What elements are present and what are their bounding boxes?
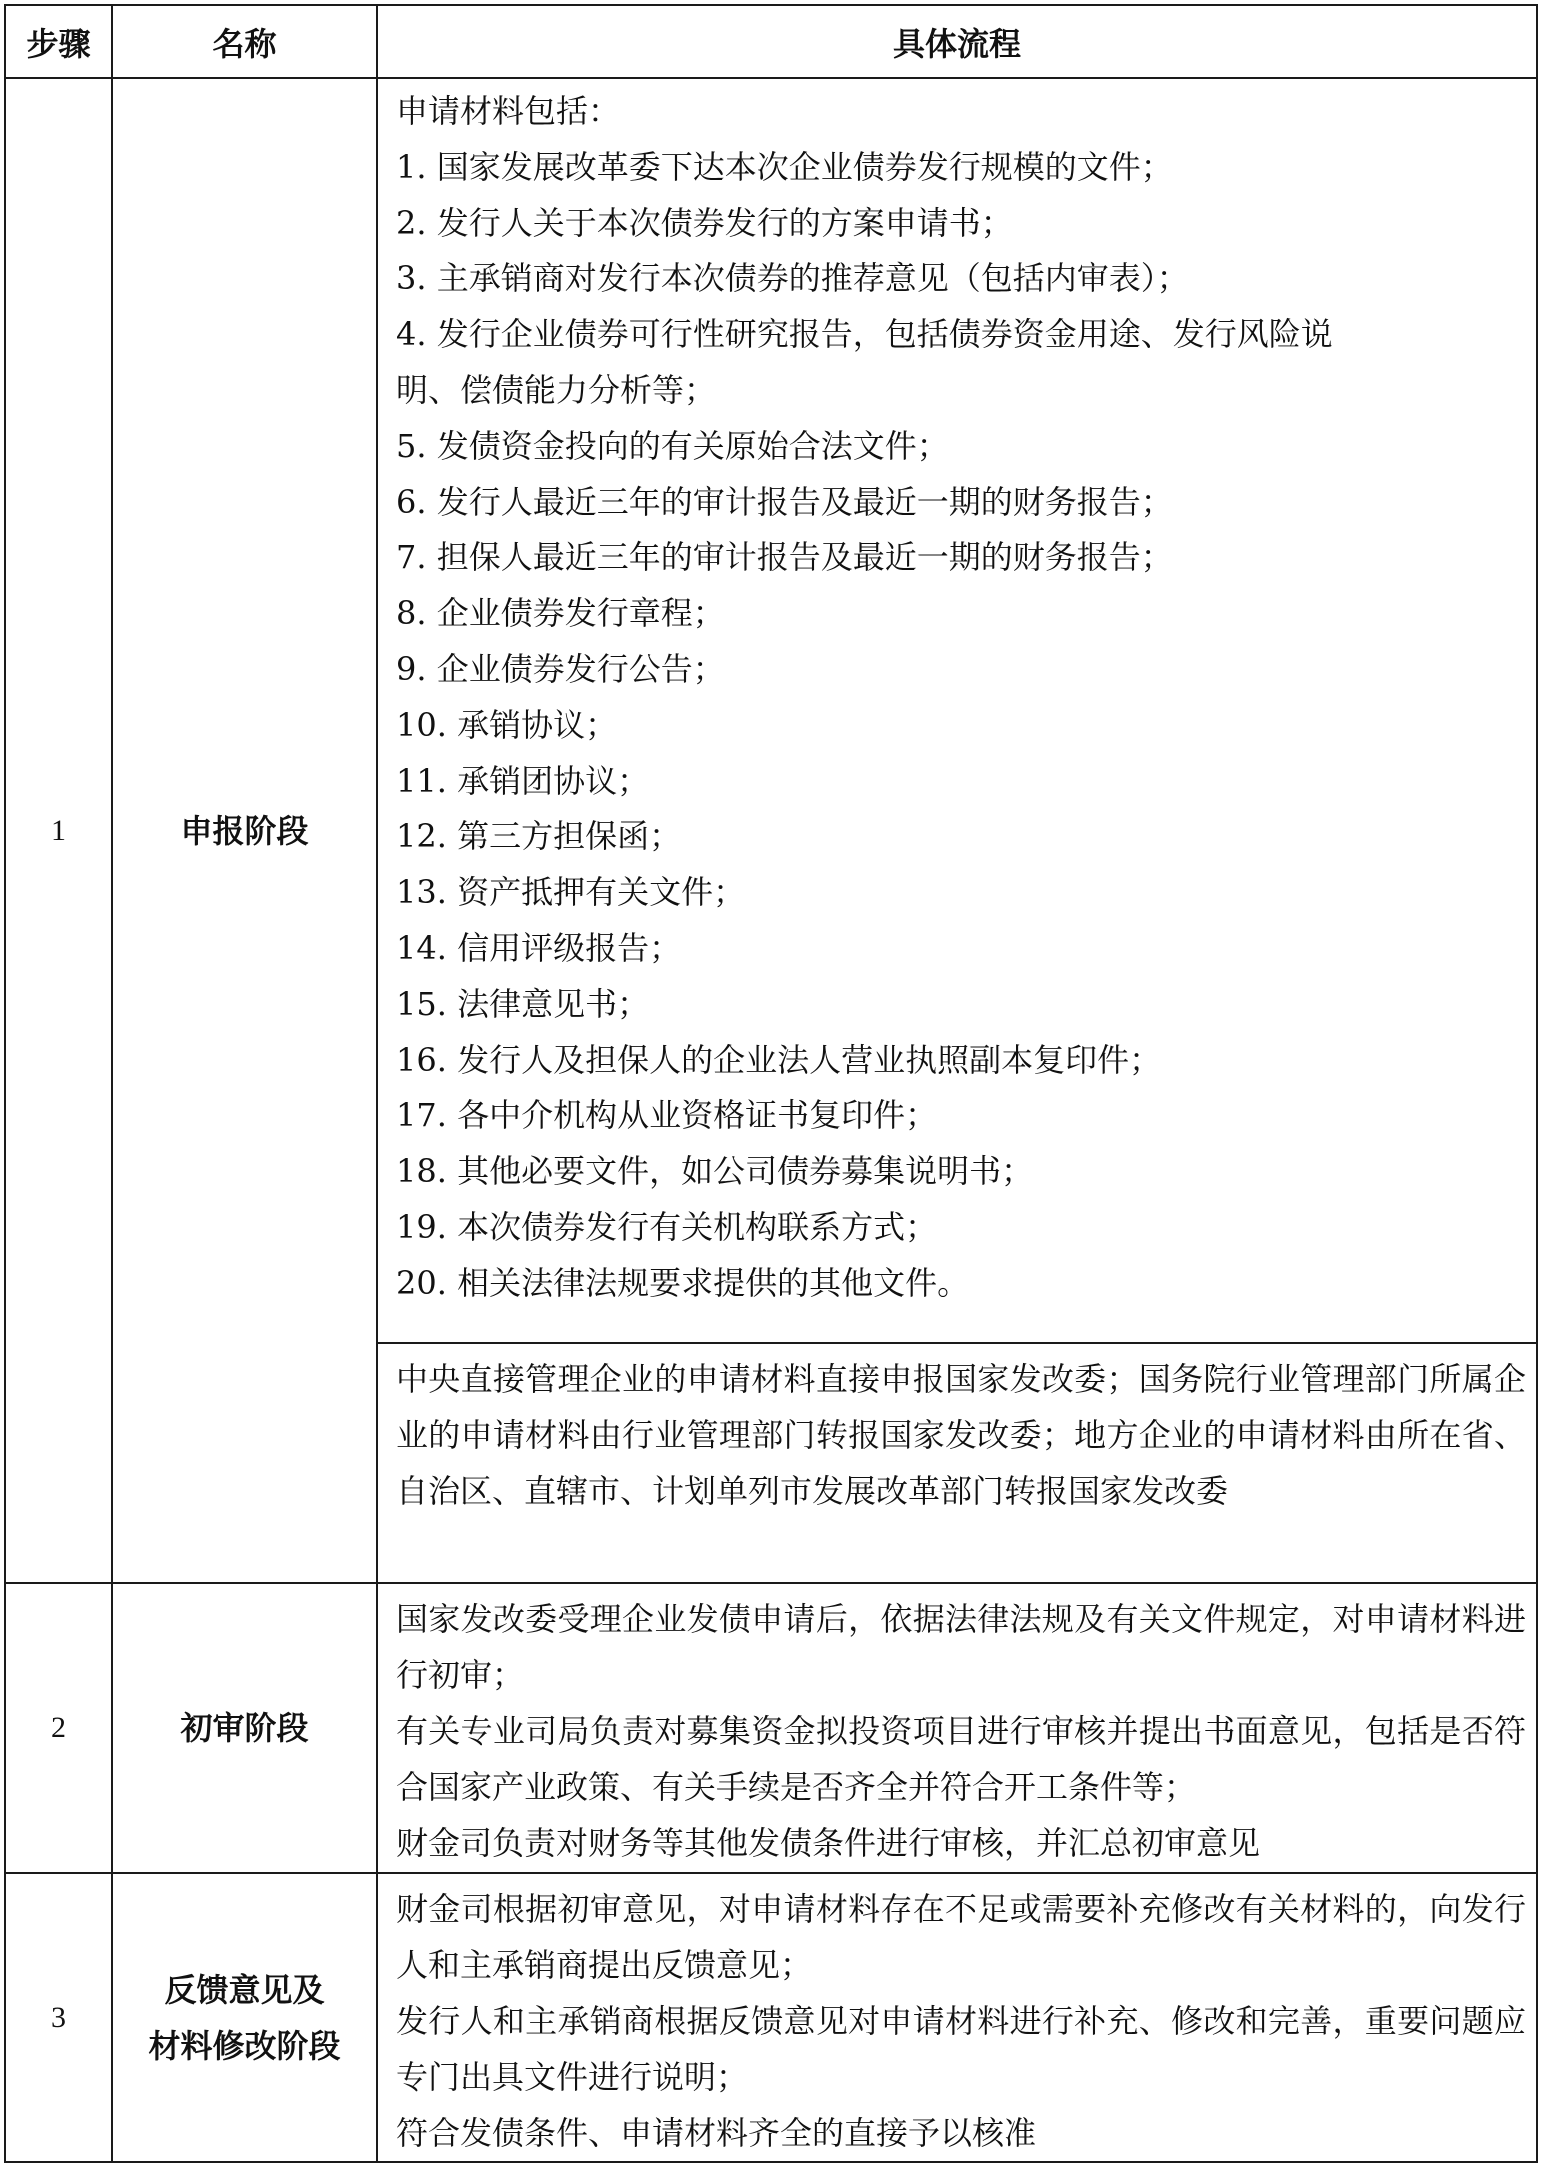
procedure-paragraph: 财金司负责对财务等其他发债条件进行审核，并汇总初审意见 [396, 1824, 1261, 1862]
step-number: 1 [5, 78, 112, 1583]
table-row-step-1 [5, 78, 1537, 1343]
list-item: 20. 相关法律法规要求提供的其他文件。 [396, 1263, 970, 1302]
list-item: 13. 资产抵押有关文件； [396, 873, 746, 912]
table-row-step-3 [5, 1873, 1537, 2162]
stage-name [112, 1873, 377, 2162]
procedure-paragraph: 有关专业司局负责对募集资金拟投资项目进行审核并提出书面意见，包括是否符合国家产业政策、有关手续是否齐全并符合开工条件等； [396, 1712, 1526, 1806]
step-number: 2 [5, 1583, 112, 1873]
procedure-cell [377, 1583, 1537, 1873]
step-number: 3 [5, 1873, 112, 2162]
bond-issuance-process-table [4, 4, 1538, 2163]
stage-name-line: 材料修改阶段 [148, 2026, 341, 2065]
list-item: 16. 发行人及担保人的企业法人营业执照副本复印件； [396, 1040, 1162, 1079]
list-item: 17. 各中介机构从业资格证书复印件； [396, 1096, 938, 1135]
list-item: 5. 发债资金投向的有关原始合法文件； [396, 426, 949, 465]
list-item: 19. 本次债券发行有关机构联系方式； [396, 1207, 938, 1246]
materials-intro: 申请材料包括： [396, 92, 621, 130]
header-step: 步骤 [5, 5, 112, 78]
list-item: 明、偿债能力分析等； [396, 370, 717, 409]
list-item: 10. 承销协议； [396, 705, 618, 744]
list-item: 1. 国家发展改革委下达本次企业债券发行规模的文件； [396, 147, 1173, 186]
stage-name-line: 反馈意见及 [164, 1970, 325, 2009]
note-paragraph: 中央直接管理企业的申请材料直接申报国家发改委；国务院行业管理部门所属企业的申请材料由行业管理部门转报国家发改委；地方企业的申请材料由所在省、自治区、直辖市、计划单列市发展改革部门转报国家发改委 [396, 1360, 1526, 1510]
header-name: 名称 [112, 5, 377, 78]
stage-name-line: 初审阶段 [180, 1709, 309, 1747]
submission-route-note [377, 1343, 1537, 1583]
materials-list-cell [377, 78, 1537, 1343]
list-item: 12. 第三方担保函； [396, 817, 682, 856]
list-item: 7. 担保人最近三年的审计报告及最近一期的财务报告； [396, 538, 1173, 577]
list-item: 8. 企业债券发行章程； [396, 594, 725, 633]
table-row-step-2 [5, 1583, 1537, 1873]
stage-name [112, 78, 377, 1583]
procedure-paragraph: 财金司根据初审意见，对申请材料存在不足或需要补充修改有关材料的，向发行人和主承销商提出反馈意见； [396, 1890, 1526, 1984]
stage-name [112, 1583, 377, 1873]
procedure-cell [377, 1873, 1537, 2162]
list-item: 4. 发行企业债券可行性研究报告，包括债券资金用途、发行风险说 [396, 315, 1333, 354]
list-item: 15. 法律意见书； [396, 984, 650, 1023]
list-item: 6. 发行人最近三年的审计报告及最近一期的财务报告； [396, 482, 1173, 521]
list-item: 14. 信用评级报告； [396, 928, 682, 967]
procedure-paragraph: 符合发债条件、申请材料齐全的直接予以核准 [396, 2114, 1037, 2152]
list-item: 9. 企业债券发行公告； [396, 649, 725, 688]
procedure-paragraph: 国家发改委受理企业发债申请后，依据法律法规及有关文件规定，对申请材料进行初审； [396, 1600, 1526, 1694]
header-procedure: 具体流程 [377, 5, 1537, 78]
list-item: 3. 主承销商对发行本次债券的推荐意见（包括内审表）； [396, 259, 1189, 298]
procedure-paragraph: 发行人和主承销商根据反馈意见对申请材料进行补充、修改和完善，重要问题应专门出具文件进行说明； [396, 2002, 1526, 2096]
list-item: 18. 其他必要文件，如公司债券募集说明书； [396, 1152, 1034, 1191]
list-item: 11. 承销团协议； [396, 761, 650, 800]
header-row [5, 5, 1537, 78]
stage-name-line: 申报阶段 [180, 811, 309, 850]
list-item: 2. 发行人关于本次债券发行的方案申请书； [396, 203, 1013, 242]
